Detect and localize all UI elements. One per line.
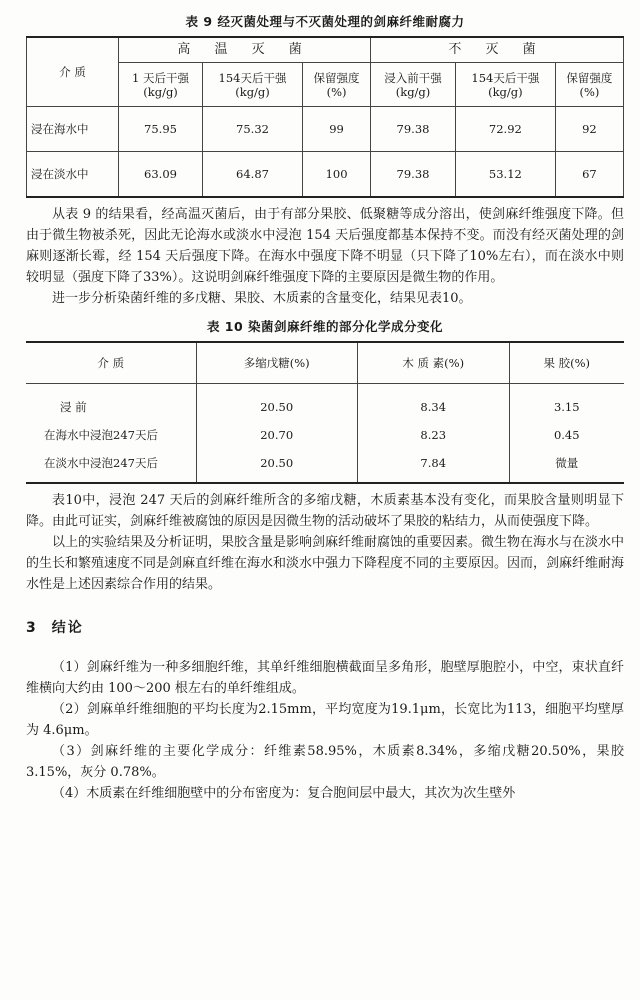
table9-col-header: 154天后干强 (kg/g) bbox=[455, 63, 555, 107]
table10-cell: 8.34 bbox=[357, 384, 509, 422]
table10-cell: 7.84 bbox=[357, 449, 509, 483]
conclusion-item: （3）剑麻纤维的主要化学成分：纤维素58.95%，木质素8.34%，多缩戊糖20.50%，果胶 3.15%，灰分 0.78%。 bbox=[26, 744, 624, 780]
paragraph: 从表 9 的结果看，经高温灭菌后，由于有部分果胶、低聚糖等成分溶出，使剑麻纤维强度下降。但由于微生物被杀死，因此无论海水或淡水中浸泡 154 天后强度都基本保持不变。而没有经灭菌处理的剑麻则逐渐长霉，经 154 天后强度下降。在海水中强度下降不明显（只下降了10%左右），而在淡水中则较明显（强度下降了33%）。这说明剑麻纤维强度下降的主要原因是微生物的作用。 bbox=[26, 207, 624, 285]
table10-cell: 20.70 bbox=[196, 421, 357, 449]
section-title: 结论 bbox=[51, 620, 84, 636]
table-row bbox=[26, 449, 624, 483]
table10-col-header: 果 胶(%) bbox=[509, 342, 624, 384]
table10-col-header: 木 质 素(%) bbox=[357, 342, 509, 384]
table-row bbox=[27, 107, 624, 152]
table9 bbox=[26, 36, 624, 198]
table10-cell: 3.15 bbox=[509, 384, 624, 422]
table9-cell: 99 bbox=[302, 107, 370, 152]
paragraph: 以上的实验结果及分析证明，果胶含量是影响剑麻纤维耐腐蚀的重要因素。微生物在海水与在淡水中的生长和繁殖速度不同是剑麻直纤维在海水和淡水中强力下降程度不同的主要原因。因而，剑麻纤维耐海水性是上述因素综合作用的结果。 bbox=[26, 535, 625, 592]
table9-caption: 表 9 经灭菌处理与不灭菌处理的剑麻纤维耐腐力 bbox=[185, 14, 465, 29]
table-row bbox=[26, 421, 624, 449]
conclusion-item: （4）木质素在纤维细胞壁中的分布密度为：复合胞间层中最大，其次为次生壁外 bbox=[52, 786, 516, 801]
table10-cell: 20.50 bbox=[196, 449, 357, 483]
table9-col-header: 154天后干强 (kg/g) bbox=[203, 63, 303, 107]
table-row bbox=[27, 152, 624, 198]
table9-cell: 72.92 bbox=[455, 107, 555, 152]
table9-medium-header: 介 质 bbox=[27, 37, 119, 107]
section-number: 3 bbox=[26, 620, 38, 636]
section-heading bbox=[26, 617, 624, 637]
table9-cell: 75.32 bbox=[203, 107, 303, 152]
table9-cell: 53.12 bbox=[455, 152, 555, 198]
table10-medium: 在海水中浸泡247天后 bbox=[44, 428, 158, 442]
table9-col-header: 保留强度 (%) bbox=[302, 63, 370, 107]
table9-col-header: 1 天后干强 (kg/g) bbox=[119, 63, 203, 107]
table-row bbox=[26, 384, 624, 422]
table9-medium: 浸在淡水中 bbox=[27, 152, 119, 198]
table9-medium: 浸在海水中 bbox=[27, 107, 119, 152]
table9-cell: 67 bbox=[555, 152, 623, 198]
table9-cell: 79.38 bbox=[371, 107, 456, 152]
table10-cell: 0.45 bbox=[509, 421, 624, 449]
conclusion-item: （1）剑麻纤维为一种多细胞纤维，其单纤维细胞横截面呈多角形，胞壁厚胞腔小，中空，束状直纤维横向大约由 100～200 根左右的单纤维组成。 bbox=[26, 660, 624, 696]
table10-cell: 20.50 bbox=[196, 384, 357, 422]
table10-caption: 表 10 染菌剑麻纤维的部分化学成分变化 bbox=[206, 319, 444, 334]
paragraph: 表10中，浸泡 247 天后的剑麻纤维所含的多缩戊糖，木质素基本没有变化，而果胶含量则明显下降。由此可证实，剑麻纤维被腐蚀的原因是因微生物的活动破坏了果胶的粘结力，从而使强度下降。 bbox=[26, 493, 624, 529]
table9-col-header: 浸入前干强 (kg/g) bbox=[371, 63, 456, 107]
table9-cell: 75.95 bbox=[119, 107, 203, 152]
conclusion-item: （2）剑麻单纤维细胞的平均长度为2.15mm，平均宽度为19.1μm，长宽比为113，细胞平均壁厚为 4.6μm。 bbox=[26, 702, 624, 738]
table9-cell: 64.87 bbox=[203, 152, 303, 198]
table10-cell: 微量 bbox=[509, 449, 624, 483]
table10-medium: 在淡水中浸泡247天后 bbox=[44, 456, 158, 470]
table10-col-header: 介 质 bbox=[26, 342, 196, 384]
table9-cell: 92 bbox=[555, 107, 623, 152]
table9-col-header: 保留强度 (%) bbox=[555, 63, 623, 107]
table9-cell: 100 bbox=[302, 152, 370, 198]
table9-group-unsterilized: 不 灭 菌 bbox=[371, 37, 624, 63]
table9-group-sterilized: 高 温 灭 菌 bbox=[119, 37, 371, 63]
paragraph: 进一步分析染菌纤维的多戊糖、果胶、木质素的含量变化，结果见表10。 bbox=[52, 291, 472, 306]
table10 bbox=[26, 341, 624, 484]
table10-col-header: 多缩戊糖(%) bbox=[196, 342, 357, 384]
table9-cell: 63.09 bbox=[119, 152, 203, 198]
table10-medium: 浸 前 bbox=[60, 400, 87, 414]
table9-cell: 79.38 bbox=[371, 152, 456, 198]
table10-cell: 8.23 bbox=[357, 421, 509, 449]
